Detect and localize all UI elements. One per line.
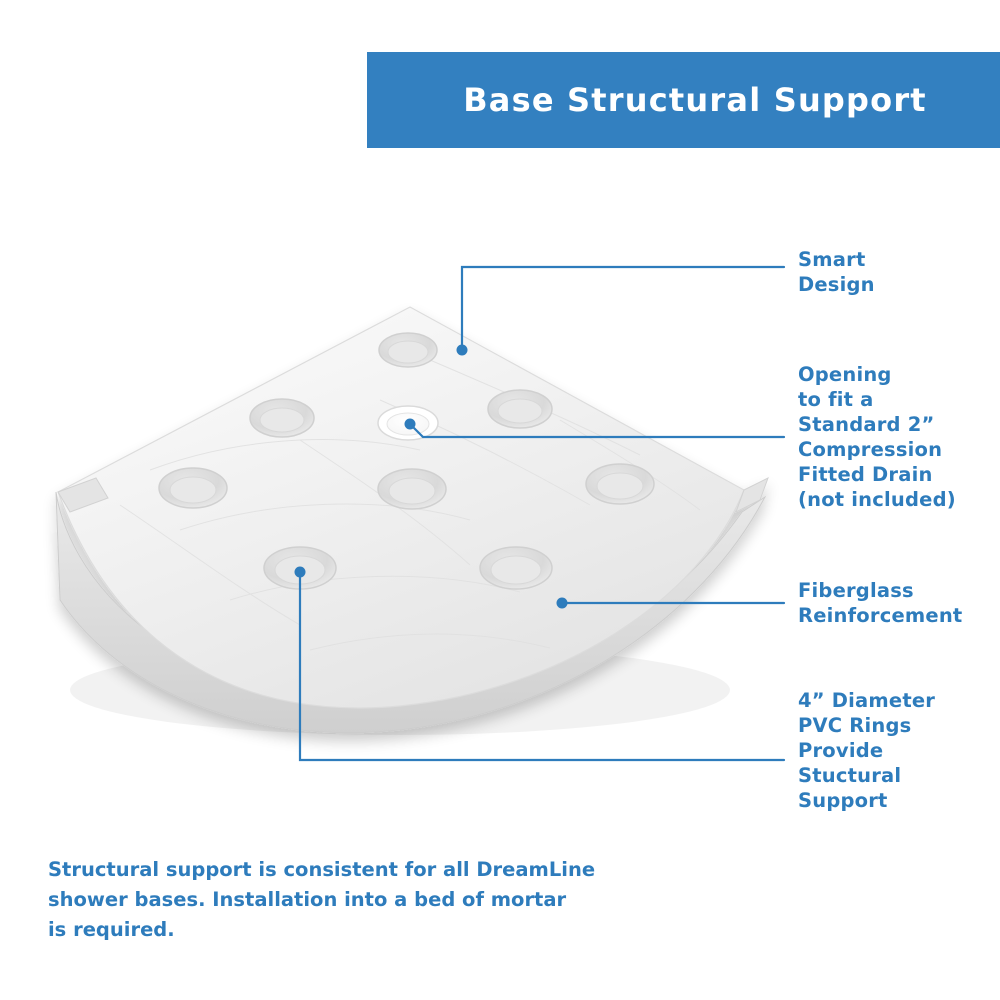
pvc-ring [378, 469, 446, 509]
leader-dot-fiberglass [557, 598, 568, 609]
pvc-ring [159, 468, 227, 508]
callout-line: to fit a [798, 388, 874, 411]
callout-drain-opening [798, 362, 1000, 512]
callout-line: Smart [798, 248, 866, 271]
pvc-ring [586, 464, 654, 504]
pvc-ring [379, 333, 437, 367]
callout-line: Fitted Drain [798, 463, 933, 486]
callout-line: PVC Rings [798, 714, 912, 737]
callout-line: Fiberglass [798, 579, 914, 602]
footer-line: is required. [48, 918, 175, 941]
leader-dot-smart-design [457, 345, 468, 356]
callout-line: Provide [798, 739, 884, 762]
callout-line: Stuctural [798, 764, 902, 787]
callout-line: Reinforcement [798, 604, 963, 627]
pvc-ring [488, 390, 552, 428]
pvc-ring [250, 399, 314, 437]
leader-dot-pvc-rings [295, 567, 306, 578]
footer-line: shower bases. Installation into a bed of mortar [48, 888, 567, 911]
leader-dot-drain-opening [405, 419, 416, 430]
pvc-ring [480, 547, 552, 589]
callout-fiberglass-reinforcement [798, 578, 998, 628]
leader-smart-design [462, 267, 784, 350]
callout-line: Compression [798, 438, 943, 461]
callout-line: Opening [798, 363, 892, 386]
callout-line: Design [798, 273, 875, 296]
callout-line: Support [798, 789, 888, 812]
callout-line: 4” Diameter [798, 689, 936, 712]
callout-pvc-rings [798, 688, 978, 813]
callout-line: Standard 2” [798, 413, 935, 436]
page-title: Base Structural Support [463, 81, 927, 119]
footer-note [48, 855, 688, 945]
callout-line: (not included) [798, 488, 956, 511]
footer-line: Structural support is consistent for all DreamLine [48, 858, 596, 881]
callout-smart-design [798, 247, 998, 297]
